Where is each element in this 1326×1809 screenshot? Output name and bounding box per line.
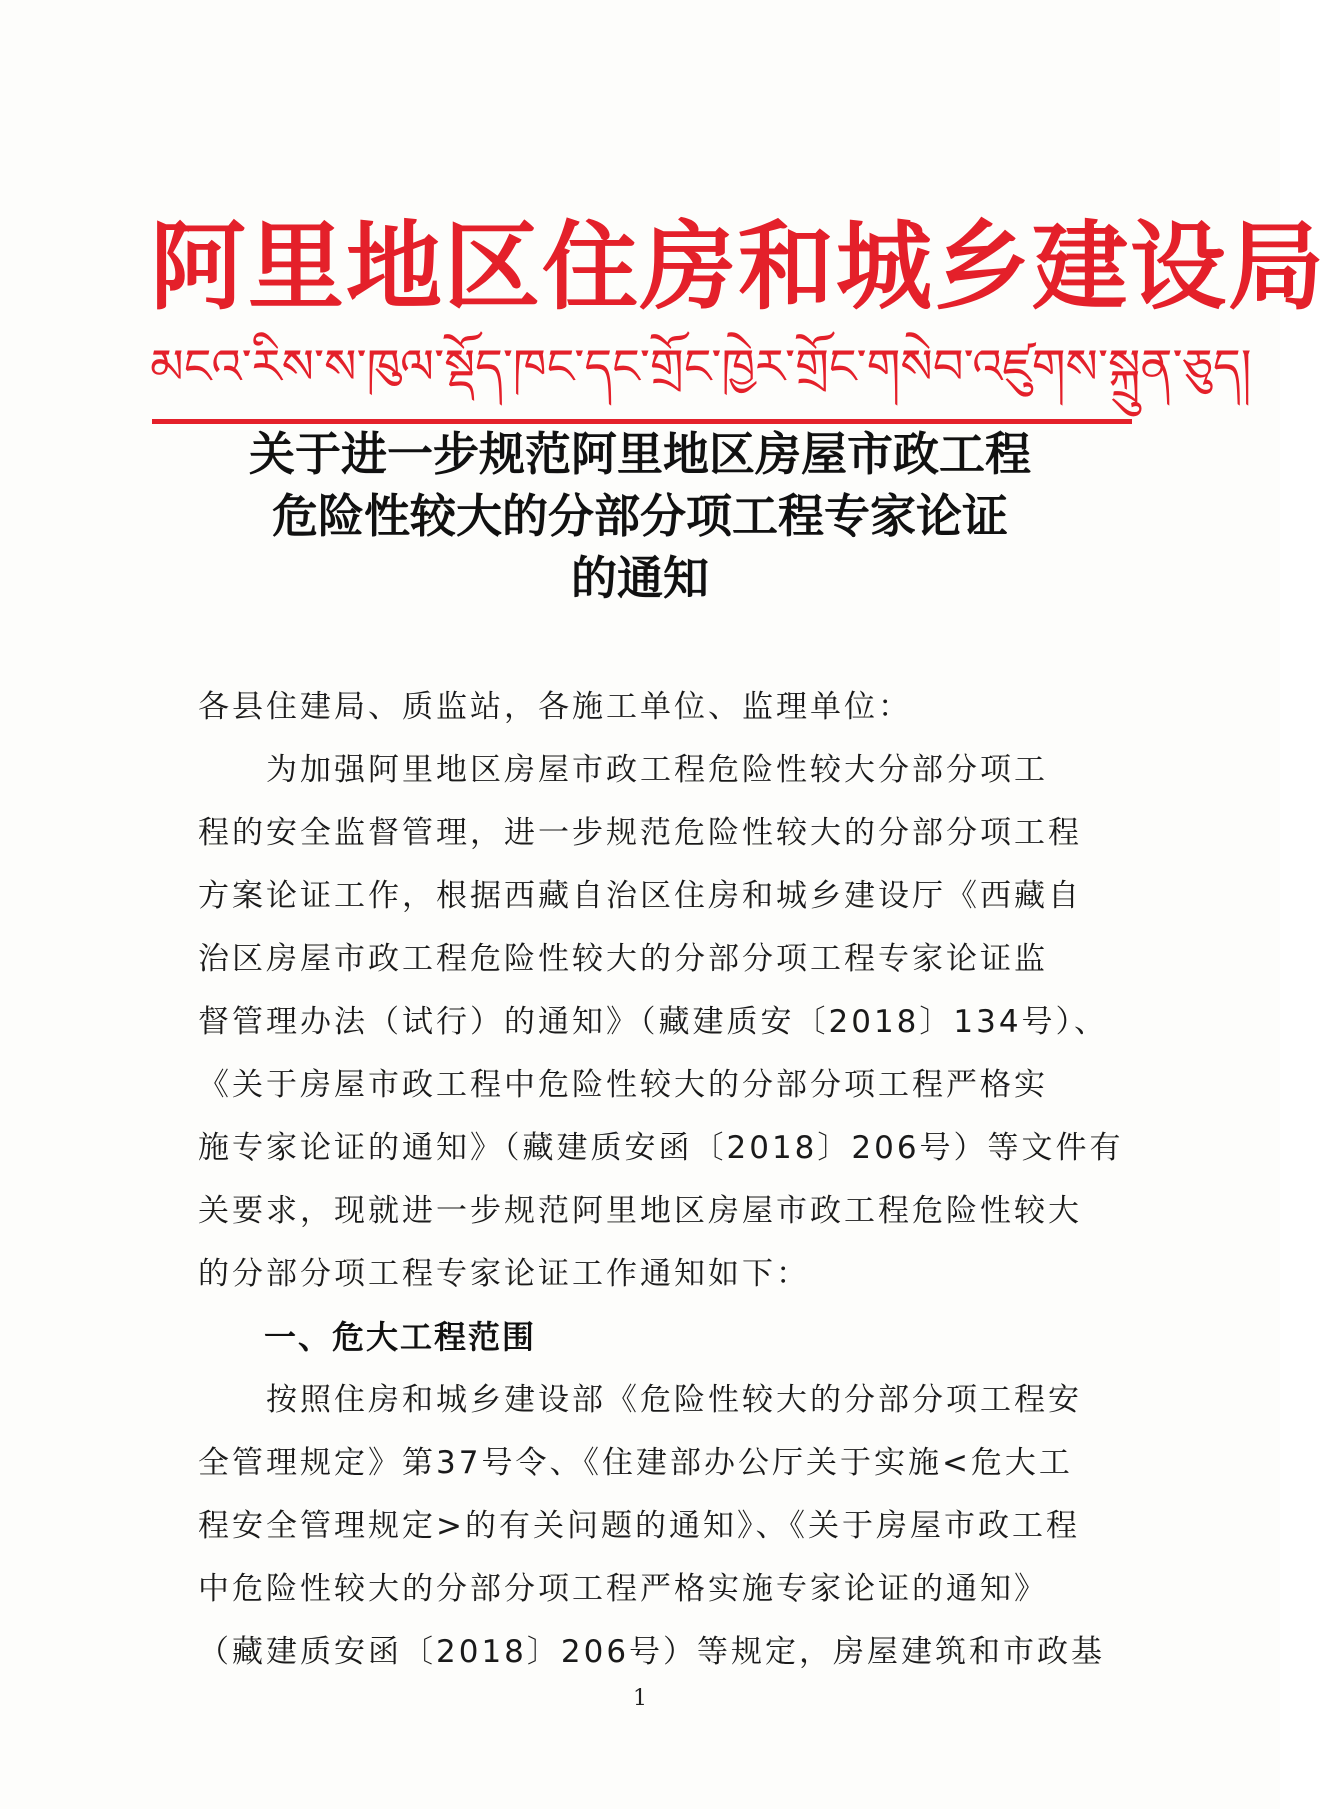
addressee-line: 各县住建局、质监站，各施工单位、监理单位： [198,689,912,725]
paragraph-2-line-5: （藏建质安函〔2018〕206号）等规定，房屋建筑和市政基 [198,1634,1106,1670]
page-number: 1 [633,1686,647,1711]
paragraph-1-line-2: 程的安全监督管理，进一步规范危险性较大的分部分项工程 [198,815,1082,851]
paragraph-2-line-1: 按照住房和城乡建设部《危险性较大的分部分项工程安 [198,1382,1082,1418]
paragraph-1-line-6: 《关于房屋市政工程中危险性较大的分部分项工程严格实 [198,1067,1048,1103]
paragraph-1-line-3: 方案论证工作，根据西藏自治区住房和城乡建设厅《西藏自 [198,878,1082,914]
paragraph-2-line-3: 程安全管理规定>的有关问题的通知》、《关于房屋市政工程 [198,1508,1080,1544]
document-title-line-3: 的通知 [571,551,709,605]
paragraph-1-line-4: 治区房屋市政工程危险性较大的分部分项工程专家论证监 [198,941,1048,977]
paragraph-2-line-4: 中危险性较大的分部分项工程严格实施专家论证的通知》 [198,1571,1048,1607]
paragraph-2-line-2: 全管理规定》第37号令、《住建部办公厅关于实施<危大工 [198,1445,1073,1481]
letterhead-org-name: 阿里地区住房和城乡建设局 [150,210,1326,323]
paragraph-1-line-8: 关要求，现就进一步规范阿里地区房屋市政工程危险性较大 [198,1193,1082,1229]
paragraph-1-line-7: 施专家论证的通知》（藏建质安函〔2018〕206号）等文件有 [198,1130,1124,1166]
letterhead-org-tibetan: མངའ་རིས་ས་ཁུལ་སྡོད་ཁང་དང་གྲོང་ཁྱེར་གྲོང་གསེབ་འཛུགས་སྐྲུན་ཅུད། [150,339,1252,395]
document-title-line-2: 危险性较大的分部分项工程专家论证 [272,489,1008,543]
paragraph-1-line-1: 为加强阿里地区房屋市政工程危险性较大分部分项工 [198,752,1048,788]
section-1-heading: 一、危大工程范围 [264,1318,537,1356]
document-title-line-1: 关于进一步规范阿里地区房屋市政工程 [249,427,1031,481]
paragraph-1-line-9: 的分部分项工程专家论证工作通知如下： [198,1256,810,1292]
paragraph-1-line-5: 督管理办法（试行）的通知》（藏建质安〔2018〕134号）、 [198,1004,1109,1040]
